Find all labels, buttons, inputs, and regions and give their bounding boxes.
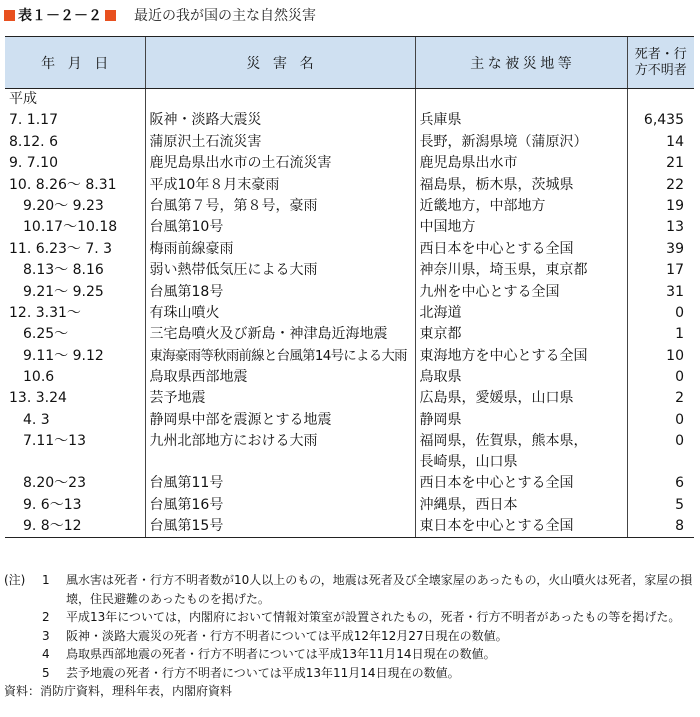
deaths-cell: 6 (627, 473, 694, 494)
location-text: 東海地方を中心とする全国 (419, 347, 588, 364)
table-row (5, 324, 694, 345)
location-cell (415, 303, 627, 324)
event-cell: 鳥取県西部地震 (145, 367, 415, 388)
event-cell: 平成10年８月末豪雨 (145, 175, 415, 196)
table-row (5, 196, 694, 217)
date-cell: 9.11～ 9.12 (9, 347, 104, 364)
table-row (5, 89, 694, 111)
location-text: 九州を中心とする全国 (419, 283, 560, 300)
note-number: 2 (42, 610, 50, 624)
date-cell: 9.21～ 9.25 (9, 283, 104, 300)
date-cell: 10. 8.26～ 8.31 (9, 176, 117, 193)
date-cell: 9. 6～13 (9, 496, 82, 513)
disaster-table (5, 36, 694, 538)
event-cell: 台風第７号，第８号，豪雨 (145, 196, 415, 217)
deaths-cell: 0 (627, 410, 694, 431)
deaths-cell: 19 (627, 196, 694, 217)
location-text: 東日本を中心とする全国 (419, 518, 574, 535)
header-deaths-line1: 死者・行 (634, 46, 687, 62)
deaths-cell: 21 (627, 153, 694, 174)
table-row (5, 153, 694, 174)
deaths-cell: 10 (627, 346, 694, 367)
note-number: 4 (42, 647, 50, 661)
deaths-cell: 0 (627, 367, 694, 388)
note-number: 3 (42, 628, 50, 643)
date-cell: 7. 1.17 (9, 112, 58, 129)
event-cell: 台風第18号 (145, 282, 415, 303)
location-cell (415, 260, 627, 281)
location-cell (415, 217, 627, 238)
note-number: 1 (42, 573, 50, 587)
location-cell (415, 324, 627, 345)
note-text: 阪神・淡路大震災の死者・行方不明者については平成12年12月27日現在の数値。 (66, 628, 508, 643)
location-cell (415, 410, 627, 431)
location-text-line2: 長崎県，山口県 (419, 454, 518, 471)
location-cell (415, 431, 627, 473)
location-text: 北海道 (419, 304, 462, 321)
note-text: 芸予地震の死者・行方不明者については平成13年11月14日現在の数値。 (66, 665, 460, 680)
table-row (5, 132, 694, 153)
event-cell: 台風第10号 (145, 217, 415, 238)
location-cell (415, 388, 627, 409)
location-text: 鳥取県 (419, 369, 462, 386)
note-item (4, 608, 694, 627)
date-cell: 7.11～13 (9, 433, 86, 450)
location-cell (415, 473, 627, 494)
date-cell: 9. 7.10 (9, 155, 58, 172)
table-header-row (5, 37, 694, 89)
location-text: 神奈川県，埼玉県，東京都 (419, 262, 588, 279)
table-row (5, 495, 694, 516)
date-cell: 11. 6.23～ 7. 3 (9, 240, 113, 257)
location-cell (415, 495, 627, 516)
note-label (4, 645, 42, 664)
event-cell: 台風第15号 (145, 516, 415, 538)
table-caption: 最近の我が国の主な自然災害 (134, 8, 316, 24)
table-body (5, 89, 694, 538)
header-date (5, 37, 145, 89)
location-cell (415, 153, 627, 174)
note-text: 風水害は死者・行方不明者数が10人以上のもの，地震は死者及び全壊家屋のあったもの，火山噴火は死者，家屋の損壊，住民避難のあったものを掲げた。 (66, 573, 693, 606)
table-row (5, 217, 694, 238)
deaths-cell: 39 (627, 239, 694, 260)
location-cell (415, 132, 627, 153)
deaths-cell: 17 (627, 260, 694, 281)
note-item (4, 664, 694, 683)
note-label (4, 627, 42, 646)
date-cell: 8.20～23 (9, 475, 86, 492)
table-row (5, 175, 694, 196)
date-cell: 13. 3.24 (9, 390, 67, 407)
location-text: 鹿児島県出水市 (419, 155, 518, 172)
note-label (4, 608, 42, 627)
table-row (5, 473, 694, 494)
date-cell: 8.12. 6 (9, 133, 58, 150)
event-cell: 有珠山噴火 (145, 303, 415, 324)
event-cell: 梅雨前線豪雨 (145, 239, 415, 260)
event-cell: 鹿児島県出水市の土石流災害 (145, 153, 415, 174)
event-cell: 芸予地震 (145, 388, 415, 409)
note-list (4, 571, 694, 682)
location-cell (415, 239, 627, 260)
location-text: 長野，新潟県境（蒲原沢） (419, 133, 588, 150)
location-cell (415, 367, 627, 388)
event-cell: 阪神・淡路大震災 (145, 110, 415, 131)
location-text: 静岡県 (419, 411, 462, 428)
location-text: 兵庫県 (419, 112, 462, 129)
table-row (5, 516, 694, 538)
event-cell: 弱い熱帯低気圧による大雨 (145, 260, 415, 281)
table-row (5, 346, 694, 367)
orange-square-icon (105, 10, 116, 21)
date-cell: 6.25～ (9, 326, 69, 343)
location-text: 西日本を中心とする全国 (419, 240, 574, 257)
table-row (5, 410, 694, 431)
table-row (5, 110, 694, 131)
location-text: 東京都 (419, 326, 462, 343)
notes-section (4, 571, 694, 701)
date-cell: 9.20～ 9.23 (9, 197, 104, 214)
event-cell: 東海豪雨等秋雨前線と台風第14号による大雨 (145, 346, 415, 367)
deaths-cell: 13 (627, 217, 694, 238)
table-row (5, 367, 694, 388)
header-event (145, 37, 415, 89)
location-cell (415, 516, 627, 538)
location-cell (415, 110, 627, 131)
date-cell: 8.13～ 8.16 (9, 262, 104, 279)
orange-square-icon (4, 10, 15, 21)
date-cell: 10.17～10.18 (9, 219, 118, 236)
location-cell (415, 282, 627, 303)
note-text: 平成13年については，内閣府において情報対策室が設置されたもの，死者・行方不明者があったもの等を掲げた。 (66, 610, 681, 624)
table-number: 表１－２－２ (18, 8, 102, 24)
location-text: 福岡県，佐賀県，熊本県， (419, 433, 588, 450)
location-text: 中国地方 (419, 219, 476, 236)
event-cell: 台風第16号 (145, 495, 415, 516)
location-text: 広島県，愛媛県，山口県 (419, 390, 574, 407)
note-label (4, 664, 42, 683)
header-location-label: 主な被災地等 (470, 55, 576, 72)
deaths-cell: 31 (627, 282, 694, 303)
location-cell (415, 175, 627, 196)
header-event-label: 災害名 (246, 55, 327, 72)
event-cell: 蒲原沢土石流災害 (145, 132, 415, 153)
deaths-cell: 5 (627, 495, 694, 516)
event-cell: 静岡県中部を震源とする地震 (145, 410, 415, 431)
location-text: 西日本を中心とする全国 (419, 475, 574, 492)
note-number: 5 (42, 665, 50, 680)
note-item (4, 571, 694, 608)
note-item (4, 627, 694, 646)
event-cell: 台風第11号 (145, 473, 415, 494)
date-cell: 10.6 (9, 369, 55, 386)
note-text: 鳥取県西部地震の死者・行方不明者については平成13年11月14日現在の数値。 (66, 647, 496, 661)
header-deaths-line2: 方不明者 (634, 62, 687, 78)
note-label: (注) (4, 573, 26, 587)
deaths-cell: 8 (627, 516, 694, 538)
table-row (5, 260, 694, 281)
note-item (4, 645, 694, 664)
date-cell: 9. 8～12 (5, 516, 145, 538)
deaths-cell: 14 (627, 132, 694, 153)
date-cell: 平成 (9, 91, 37, 107)
table-row (5, 388, 694, 409)
deaths-cell: 6,435 (627, 110, 694, 131)
event-cell: 三宅島噴火及び新島・神津島近海地震 (145, 324, 415, 345)
location-text: 沖縄県，西日本 (419, 496, 518, 513)
date-cell: 4. 3 (9, 411, 50, 428)
deaths-cell: 2 (627, 388, 694, 409)
header-date-label: 年月日 (41, 55, 121, 72)
table-row (5, 282, 694, 303)
event-cell (145, 89, 415, 111)
location-cell (415, 89, 627, 111)
event-cell: 九州北部地方における大雨 (145, 431, 415, 473)
location-text: 福島県，栃木県，茨城県 (419, 176, 574, 193)
table-row (5, 239, 694, 260)
table-row (5, 303, 694, 324)
deaths-cell: 0 (627, 303, 694, 324)
location-cell (415, 346, 627, 367)
table-title (4, 4, 694, 26)
deaths-cell: 22 (627, 175, 694, 196)
deaths-cell (627, 89, 694, 111)
source-line: 資料：消防庁資料，理科年表，内閣府資料 (4, 684, 233, 698)
deaths-cell: 1 (627, 324, 694, 345)
location-cell (415, 196, 627, 217)
table-row (5, 431, 694, 473)
date-cell: 12. 3.31～ (9, 304, 81, 321)
deaths-cell: 0 (627, 431, 694, 473)
location-text: 近畿地方，中部地方 (419, 197, 546, 214)
header-location (415, 37, 627, 89)
header-deaths (627, 37, 694, 89)
